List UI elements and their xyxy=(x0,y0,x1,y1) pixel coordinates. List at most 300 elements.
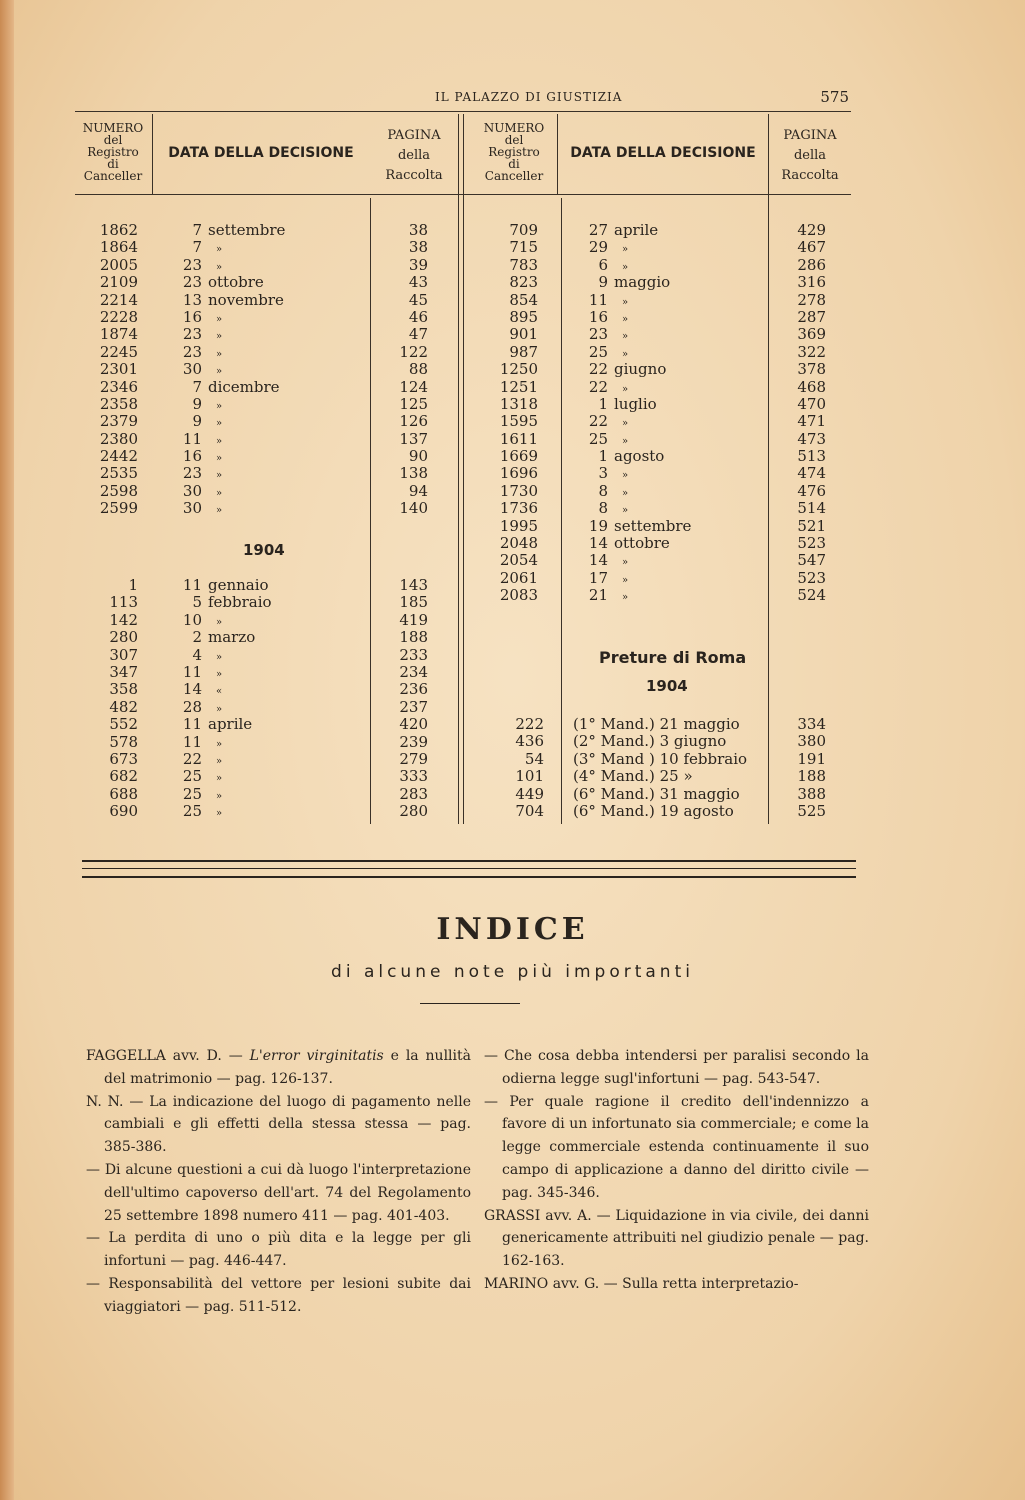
date-month: » xyxy=(216,435,223,447)
left-pagina-column-1904 xyxy=(380,577,428,820)
indice-left-column xyxy=(86,1045,471,1319)
registro-number: 1611 xyxy=(499,429,538,448)
pagina-number: 547 xyxy=(797,551,826,570)
date-day: 23 xyxy=(182,464,202,483)
date-day: 25 xyxy=(588,429,608,448)
header-line: della xyxy=(793,148,827,163)
decision-date xyxy=(178,751,368,768)
date-month: maggio xyxy=(614,273,671,292)
date-day: 7 xyxy=(192,377,202,396)
header-line: Canceller xyxy=(83,169,143,183)
date-day: 9 xyxy=(598,273,608,292)
date-month: gennaio xyxy=(208,576,269,594)
date-day: 4 xyxy=(192,645,202,664)
registro-number: 1251 xyxy=(499,377,538,396)
decision-date xyxy=(178,413,368,430)
date-month: » xyxy=(216,244,223,256)
decision-date: (1° Mand.) 21 maggio xyxy=(573,715,740,733)
decision-date xyxy=(178,786,368,803)
date-month: » xyxy=(216,261,223,273)
pagina-number: 46 xyxy=(408,307,428,326)
pagina-number: 45 xyxy=(408,290,428,309)
date-month: » xyxy=(622,261,629,273)
running-title: IL PALAZZO DI GIUSTIZIA xyxy=(435,90,623,104)
date-day: 19 xyxy=(588,516,608,535)
pagina-number: 237 xyxy=(399,697,428,716)
pagina-number: 286 xyxy=(797,255,826,274)
decision-date xyxy=(178,431,368,448)
decision-date xyxy=(584,309,764,326)
decision-date xyxy=(584,222,764,239)
pagina-number: 278 xyxy=(797,290,826,309)
date-month: » xyxy=(216,668,223,680)
date-day: 25 xyxy=(182,767,202,786)
pagina-number: 467 xyxy=(797,238,826,257)
decision-date xyxy=(584,587,764,604)
left-date-column-1904 xyxy=(178,577,368,820)
page-number: 575 xyxy=(820,88,849,106)
registro-number: 2054 xyxy=(499,551,538,570)
decision-date: (3° Mand ) 10 febbraio xyxy=(573,749,748,768)
indice-entry: — Per quale ragione il credito dell'indennizzo a favore di un infortunato sia commerciale; e come la legge commerciale estenda continuamente il suo campo di applicazione a danno del diritto civile — pag. 345-346. xyxy=(484,1093,869,1201)
section-rule xyxy=(82,868,856,869)
date-day: 2 xyxy=(192,628,202,647)
column-rule xyxy=(561,198,562,824)
pagina-number: 378 xyxy=(797,360,826,379)
column-rule xyxy=(458,114,459,824)
pagina-number: 513 xyxy=(797,447,826,466)
date-day: 11 xyxy=(182,715,202,734)
decision-date: (2° Mand.) 3 giugno xyxy=(573,732,727,751)
pagina-number: 468 xyxy=(797,377,826,396)
pagina-number: 137 xyxy=(399,429,428,448)
date-month: » xyxy=(622,574,629,586)
pagina-number: 287 xyxy=(797,307,826,326)
date-day: 23 xyxy=(588,325,608,344)
date-month: » xyxy=(216,331,223,343)
registro-number: 1696 xyxy=(499,464,538,483)
pagina-number: 122 xyxy=(399,342,428,361)
data-header-right: DATA DELLA DECISIONE xyxy=(570,145,756,161)
date-month: » xyxy=(622,487,629,499)
date-day: 25 xyxy=(182,802,202,821)
decision-date xyxy=(584,396,764,413)
title-rule xyxy=(420,1003,520,1004)
decision-date xyxy=(178,326,368,343)
registro-number: 2346 xyxy=(99,377,138,396)
date-day: 21 xyxy=(588,586,608,605)
decision-date xyxy=(584,292,764,309)
decision-date xyxy=(178,594,368,611)
right-year-heading: 1904 xyxy=(646,677,688,695)
registro-number: 2048 xyxy=(499,534,538,553)
pagina-number: 523 xyxy=(797,534,826,553)
page-edge xyxy=(0,0,14,1500)
indice-entry: N. N. — La indicazione del luogo di pagamento nelle cambiali e gli effetti della stessa stessa — pag. 385-386. xyxy=(86,1093,471,1156)
date-month: » xyxy=(216,790,223,802)
date-day: 23 xyxy=(182,273,202,292)
registro-number: 552 xyxy=(109,715,138,734)
registro-number: 2599 xyxy=(99,499,138,518)
entry-title-italic: L'error virginitatis xyxy=(249,1048,384,1064)
registro-number: 222 xyxy=(515,715,544,733)
pagina-number: 420 xyxy=(399,715,428,734)
date-month: » xyxy=(216,418,223,430)
date-month: febbraio xyxy=(208,593,272,612)
registro-number: 578 xyxy=(109,732,138,751)
date-month: » xyxy=(216,400,223,412)
pagina-number: 233 xyxy=(399,645,428,664)
pagina-header xyxy=(371,126,457,186)
pagina-number: 322 xyxy=(797,342,826,361)
registro-number: 783 xyxy=(509,255,538,274)
date-day: 17 xyxy=(588,568,608,587)
registro-number: 1595 xyxy=(499,412,538,431)
pagina-number: 280 xyxy=(399,802,428,821)
registro-number: 682 xyxy=(109,767,138,786)
date-month: aprile xyxy=(208,715,253,734)
decision-date xyxy=(178,344,368,361)
pagina-number: 188 xyxy=(399,628,428,647)
date-month: » xyxy=(622,470,629,482)
decision-date xyxy=(178,647,368,664)
right-date-column-preture xyxy=(573,716,769,820)
date-day: 16 xyxy=(588,307,608,326)
date-month: » xyxy=(216,738,223,750)
pagina-number: 525 xyxy=(797,801,826,820)
date-month: luglio xyxy=(614,394,657,413)
registro-number: 2005 xyxy=(99,255,138,274)
registro-number: 347 xyxy=(109,662,138,681)
registro-number: 823 xyxy=(509,273,538,292)
header-line: PAGINA xyxy=(783,128,837,143)
registro-number: 709 xyxy=(509,221,538,239)
header-line: Registro xyxy=(87,145,139,159)
date-day: 6 xyxy=(598,255,608,274)
date-day: 8 xyxy=(598,499,608,518)
pagina-number: 283 xyxy=(399,784,428,803)
date-month: » xyxy=(622,296,629,308)
registro-number: 690 xyxy=(109,802,138,821)
section-rule xyxy=(82,876,856,878)
decision-date xyxy=(584,379,764,396)
date-month: » xyxy=(622,557,629,569)
date-day: 23 xyxy=(182,342,202,361)
date-month: » xyxy=(216,703,223,715)
date-month: ottobre xyxy=(614,534,670,553)
decision-date xyxy=(584,518,764,535)
pagina-number: 140 xyxy=(399,499,428,518)
date-month: » xyxy=(216,470,223,482)
date-month: » xyxy=(622,348,629,360)
registro-number: 2061 xyxy=(499,568,538,587)
right-numero-column xyxy=(480,222,538,605)
date-day: 11 xyxy=(588,290,608,309)
registro-number: 2083 xyxy=(499,586,538,605)
right-pagina-column-preture xyxy=(776,716,826,820)
registro-number: 673 xyxy=(109,749,138,768)
indice-entry: — Responsabilità del vettore per lesioni subite dai viaggiatori — pag. 511-512. xyxy=(86,1275,471,1315)
registro-number: 113 xyxy=(109,593,138,612)
decision-date xyxy=(178,465,368,482)
decision-date xyxy=(584,465,764,482)
date-day: 1 xyxy=(598,394,608,413)
date-day: 30 xyxy=(182,499,202,518)
date-month: novembre xyxy=(208,290,284,309)
pagina-number: 419 xyxy=(399,610,428,629)
registro-number: 715 xyxy=(509,238,538,257)
registro-number: 142 xyxy=(109,610,138,629)
date-day: 13 xyxy=(182,290,202,309)
pagina-number: 47 xyxy=(408,325,428,344)
registro-number: 280 xyxy=(109,628,138,647)
indice-right-column xyxy=(484,1045,869,1296)
decision-date xyxy=(178,803,368,820)
registro-number: 2535 xyxy=(99,464,138,483)
pagina-number: 90 xyxy=(408,447,428,466)
header-line: di xyxy=(508,157,520,171)
header-rule xyxy=(75,111,851,112)
date-month: » xyxy=(216,313,223,325)
left-year-heading: 1904 xyxy=(243,541,285,559)
header-line: Raccolta xyxy=(781,168,839,183)
pagina-number: 188 xyxy=(797,767,826,786)
pagina-number: 125 xyxy=(399,394,428,413)
decision-date xyxy=(178,379,368,396)
date-day: 14 xyxy=(182,680,202,699)
pagina-number: 279 xyxy=(399,749,428,768)
decision-date: (6° Mand.) 19 agosto xyxy=(573,801,734,820)
pagina-number: 126 xyxy=(399,412,428,431)
registro-number: 101 xyxy=(515,767,544,786)
decision-date xyxy=(584,570,764,587)
date-month: ottobre xyxy=(208,273,264,292)
entry-author: FAGGELLA avv. D. — xyxy=(86,1048,250,1064)
date-month: » xyxy=(622,435,629,447)
header-line: Canceller xyxy=(484,169,544,183)
decision-date xyxy=(584,239,764,256)
decision-date xyxy=(584,500,764,517)
decision-date xyxy=(178,396,368,413)
registro-number: 436 xyxy=(515,732,544,751)
pagina-number: 234 xyxy=(399,662,428,681)
date-day: 8 xyxy=(598,481,608,500)
header-line: Registro xyxy=(488,145,540,159)
date-day: 10 xyxy=(182,610,202,629)
date-day: 22 xyxy=(588,377,608,396)
registro-number: 1864 xyxy=(99,238,138,257)
pagina-number: 334 xyxy=(797,715,826,733)
date-day: 7 xyxy=(192,221,202,239)
registro-number: 358 xyxy=(109,680,138,699)
pagina-number: 138 xyxy=(399,464,428,483)
data-header: DATA DELLA DECISIONE xyxy=(168,145,354,161)
header-line: di xyxy=(107,157,119,171)
right-pagina-column xyxy=(776,222,826,605)
date-day: 9 xyxy=(192,394,202,413)
registro-number: 2598 xyxy=(99,481,138,500)
date-month: dicembre xyxy=(208,377,280,396)
pagina-number: 333 xyxy=(399,767,428,786)
date-day: 30 xyxy=(182,481,202,500)
date-month: » xyxy=(216,453,223,465)
decision-date xyxy=(584,483,764,500)
date-month: » xyxy=(622,331,629,343)
registro-number: 2245 xyxy=(99,342,138,361)
decision-date xyxy=(178,500,368,517)
pagina-number: 473 xyxy=(797,429,826,448)
header-line: NUMERO xyxy=(483,121,545,135)
registro-number: 2379 xyxy=(99,412,138,431)
decision-date xyxy=(178,734,368,751)
indice-subtitle: di alcune note più importanti xyxy=(331,962,694,982)
pagina-number: 388 xyxy=(797,784,826,803)
decision-date xyxy=(178,629,368,646)
decision-date: (6° Mand.) 31 maggio xyxy=(573,784,740,803)
pagina-number: 470 xyxy=(797,394,826,413)
section-rule xyxy=(82,860,856,862)
date-month: » xyxy=(216,348,223,360)
date-day: 22 xyxy=(588,360,608,379)
date-month: settembre xyxy=(208,221,286,239)
pagina-header-right xyxy=(769,126,851,186)
decision-date xyxy=(178,292,368,309)
header-line: del xyxy=(504,133,524,147)
pagina-number: 143 xyxy=(399,576,428,594)
pagina-number: 316 xyxy=(797,273,826,292)
date-day: 23 xyxy=(182,325,202,344)
date-day: 14 xyxy=(588,551,608,570)
decision-date xyxy=(178,681,368,698)
decision-date xyxy=(178,716,368,733)
left-numero-column-1904 xyxy=(80,577,138,820)
date-month: » xyxy=(216,616,223,628)
pagina-number: 38 xyxy=(408,238,428,257)
date-day: 25 xyxy=(588,342,608,361)
decision-date xyxy=(584,326,764,343)
date-day: 16 xyxy=(182,447,202,466)
registro-number: 2380 xyxy=(99,429,138,448)
date-month: marzo xyxy=(208,628,256,647)
running-head xyxy=(75,88,855,108)
pagina-number: 429 xyxy=(797,221,826,239)
decision-date xyxy=(178,361,368,378)
registro-number: 987 xyxy=(509,342,538,361)
pagina-number: 43 xyxy=(408,273,428,292)
decision-date xyxy=(584,361,764,378)
decision-date: (4° Mand.) 25 » xyxy=(573,767,693,786)
date-month: » xyxy=(216,773,223,785)
date-day: 3 xyxy=(598,464,608,483)
pagina-number: 124 xyxy=(399,377,428,396)
pagina-number: 369 xyxy=(797,325,826,344)
date-day: 27 xyxy=(588,221,608,239)
decision-date xyxy=(178,483,368,500)
date-month: « xyxy=(216,686,223,698)
date-day: 7 xyxy=(192,238,202,257)
pagina-number: 88 xyxy=(408,360,428,379)
registro-number: 307 xyxy=(109,645,138,664)
decision-date xyxy=(584,257,764,274)
pagina-number: 239 xyxy=(399,732,428,751)
registro-number: 2109 xyxy=(99,273,138,292)
date-day: 9 xyxy=(192,412,202,431)
column-rule xyxy=(463,114,464,824)
date-day: 5 xyxy=(192,593,202,612)
date-month: aprile xyxy=(614,221,659,239)
date-day: 11 xyxy=(182,429,202,448)
pagina-number: 38 xyxy=(408,221,428,239)
date-month: settembre xyxy=(614,516,692,535)
registro-number: 1736 xyxy=(499,499,538,518)
date-month: » xyxy=(216,808,223,820)
column-rule xyxy=(370,198,371,824)
date-month: » xyxy=(622,505,629,517)
pagina-number: 185 xyxy=(399,593,428,612)
date-month: » xyxy=(216,487,223,499)
date-month: agosto xyxy=(614,447,665,466)
indice-entry: — La perdita di uno o più dita e la legge per gli infortuni — pag. 446-447. xyxy=(86,1230,471,1270)
pagina-number: 523 xyxy=(797,568,826,587)
decision-date xyxy=(178,664,368,681)
left-numero-column xyxy=(80,222,138,518)
indice-entry: MARINO avv. G. — Sulla retta interpretazio- xyxy=(484,1275,799,1292)
header-line: Raccolta xyxy=(385,168,443,183)
registro-number: 2228 xyxy=(99,307,138,326)
pagina-number: 476 xyxy=(797,481,826,500)
date-day: 30 xyxy=(182,360,202,379)
registro-number: 895 xyxy=(509,307,538,326)
registro-number: 1730 xyxy=(499,481,538,500)
registro-number: 482 xyxy=(109,697,138,716)
decision-date xyxy=(178,274,368,291)
pagina-number: 524 xyxy=(797,586,826,605)
registro-number: 1250 xyxy=(499,360,538,379)
date-day: 11 xyxy=(182,576,202,594)
pagina-number: 474 xyxy=(797,464,826,483)
entry-text: e la nullità del matrimonio — pag. 126-137. xyxy=(104,1048,471,1087)
registro-number: 2358 xyxy=(99,394,138,413)
date-month: » xyxy=(216,505,223,517)
decision-date xyxy=(584,413,764,430)
indice-entry: — Che cosa debba intendersi per paralisi secondo la odierna legge sugl'infortuni — pag. 543-547. xyxy=(484,1048,869,1087)
date-day: 22 xyxy=(588,412,608,431)
pagina-number: 39 xyxy=(408,255,428,274)
date-day: 29 xyxy=(588,238,608,257)
pagina-number: 380 xyxy=(797,732,826,751)
registro-number: 688 xyxy=(109,784,138,803)
left-pagina-column xyxy=(380,222,428,518)
pagina-number: 514 xyxy=(797,499,826,518)
column-rule xyxy=(152,114,153,195)
indice-title: INDICE xyxy=(436,912,589,947)
date-month: » xyxy=(216,651,223,663)
pagina-number: 521 xyxy=(797,516,826,535)
decision-date xyxy=(178,222,368,239)
registro-number: 2214 xyxy=(99,290,138,309)
column-rule xyxy=(557,114,558,195)
date-month: » xyxy=(622,592,629,604)
date-day: 25 xyxy=(182,784,202,803)
date-day: 16 xyxy=(182,307,202,326)
registro-number: 854 xyxy=(509,290,538,309)
date-day: 14 xyxy=(588,534,608,553)
right-numero-column-preture xyxy=(480,716,544,820)
decision-date xyxy=(584,274,764,291)
decision-date xyxy=(584,431,764,448)
registro-number: 54 xyxy=(524,749,544,768)
registro-number: 1318 xyxy=(499,394,538,413)
